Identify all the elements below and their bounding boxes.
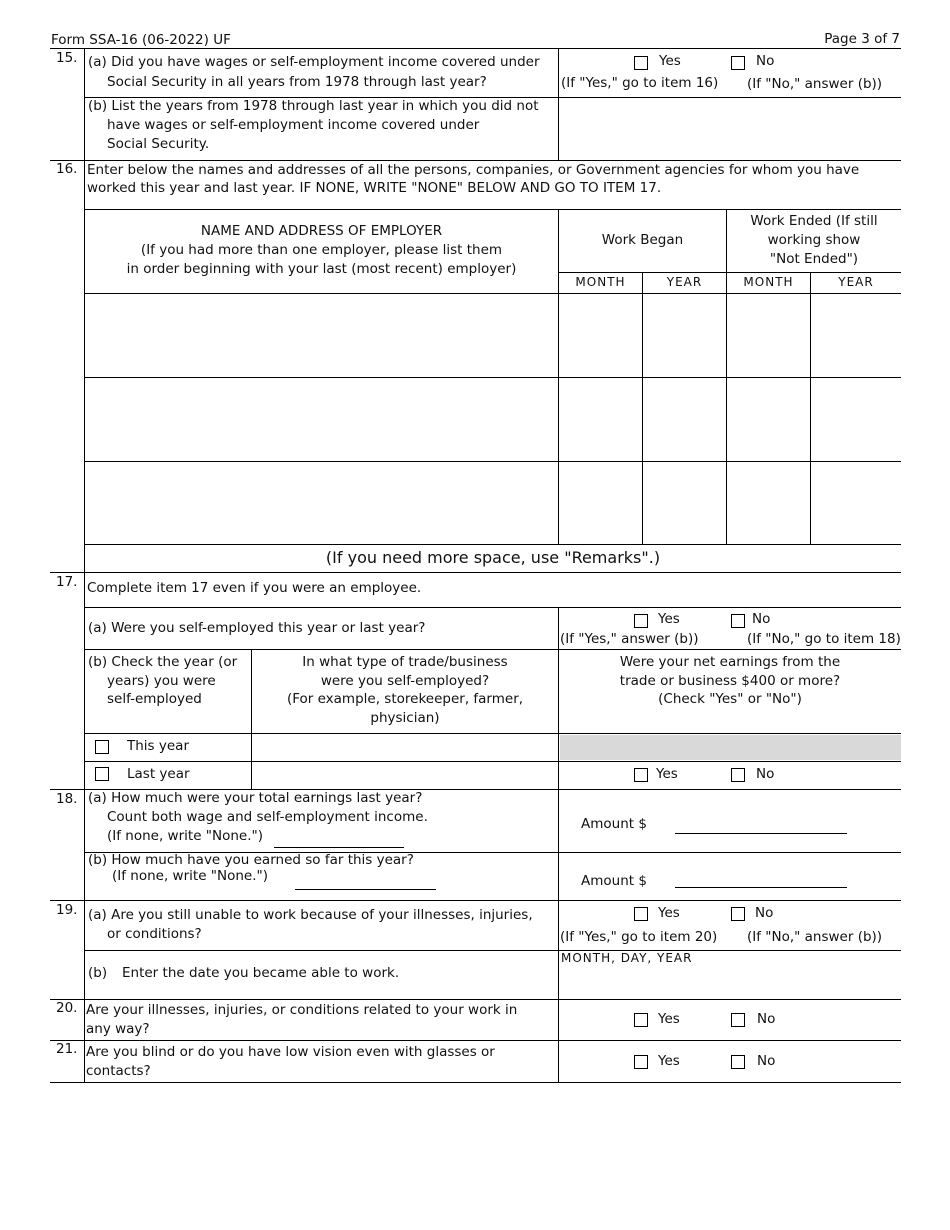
employer-name-field[interactable]: [85, 378, 558, 461]
q21-number: 21.: [56, 1041, 78, 1057]
q17a-no-note: (If "No," go to item 18): [747, 631, 901, 647]
began-month-field[interactable]: [559, 462, 642, 544]
last-year-label: Last year: [127, 766, 190, 782]
last-year-trade-field[interactable]: [252, 762, 558, 789]
col-work-ended-line3: "Not Ended"): [769, 251, 859, 267]
q20-yes-label: Yes: [658, 1011, 680, 1027]
q17a-no-label: No: [752, 611, 771, 627]
col-ended-month: MONTH: [743, 275, 794, 289]
q19a-no-checkbox[interactable]: [731, 907, 745, 921]
q17-net-line3: (Check "Yes" or "No"): [658, 691, 802, 707]
began-year-field[interactable]: [643, 378, 726, 461]
q15b-line1: (b) List the years from 1978 through last year in which you did not: [88, 98, 539, 114]
q18b-line1: (b) How much have you earned so far this year?: [88, 852, 414, 868]
q18a-amount-field[interactable]: [675, 833, 847, 834]
q15a-line1: (a) Did you have wages or self-employment income covered under: [88, 54, 540, 70]
q19a-yes-note: (If "Yes," go to item 20): [560, 929, 718, 945]
began-month-field[interactable]: [559, 294, 642, 377]
net-earnings-no-checkbox[interactable]: [731, 768, 745, 782]
col-work-ended-line2: working show: [767, 232, 861, 248]
q18a-underline[interactable]: [274, 847, 404, 848]
q19a-no-note: (If "No," answer (b)): [747, 929, 883, 945]
ended-year-field[interactable]: [811, 294, 901, 377]
col-began-month: MONTH: [575, 275, 626, 289]
col-work-began: Work Began: [601, 232, 684, 248]
q17-net-line2: trade or business $400 or more?: [619, 673, 841, 689]
q17-number: 17.: [56, 574, 78, 590]
q17a-yes-checkbox[interactable]: [634, 614, 648, 628]
net-earnings-no-label: No: [756, 766, 775, 782]
q20-line1: Are your illnesses, injuries, or conditions related to your work in: [86, 1002, 518, 1018]
q17-trade-line4: physician): [370, 710, 440, 726]
q18a-amount-label: Amount $: [581, 816, 647, 832]
q21-line1: Are you blind or do you have low vision even with glasses or: [86, 1044, 495, 1060]
q17b-line2: years) you were: [107, 673, 216, 689]
ended-year-field[interactable]: [811, 462, 901, 544]
col-began-year: YEAR: [666, 275, 703, 289]
q18-number: 18.: [56, 791, 78, 807]
this-year-checkbox[interactable]: [95, 740, 109, 754]
q19b-date-field[interactable]: [559, 968, 901, 999]
ended-month-field[interactable]: [727, 294, 810, 377]
q21-no-checkbox[interactable]: [731, 1055, 745, 1069]
q21-yes-label: Yes: [658, 1053, 680, 1069]
col-employer-title: NAME AND ADDRESS OF EMPLOYER: [200, 223, 443, 239]
q21-yes-checkbox[interactable]: [634, 1055, 648, 1069]
q18b-underline[interactable]: [295, 889, 436, 890]
q15a-no-checkbox[interactable]: [731, 56, 745, 70]
employer-name-field[interactable]: [85, 294, 558, 377]
q15a-no-note: (If "No," answer (b)): [747, 76, 883, 92]
q18a-line1: (a) How much were your total earnings last year?: [88, 790, 423, 806]
q15a-yes-checkbox[interactable]: [634, 56, 648, 70]
q16-intro-line1: Enter below the names and addresses of all the persons, companies, or Government agencies for whom you have: [87, 162, 860, 178]
q15b-line2: have wages or self-employment income covered under: [107, 117, 480, 133]
q15b-line3: Social Security.: [107, 136, 210, 152]
q16-intro-line2: worked this year and last year. IF NONE, WRITE "NONE" BELOW AND GO TO ITEM 17.: [87, 180, 662, 196]
q19-number: 19.: [56, 902, 78, 918]
began-year-field[interactable]: [643, 294, 726, 377]
ended-month-field[interactable]: [727, 378, 810, 461]
shaded-cell: [560, 735, 901, 760]
began-month-field[interactable]: [559, 378, 642, 461]
q15a-no-label: No: [756, 53, 775, 69]
q15-number: 15.: [56, 50, 78, 66]
net-earnings-yes-checkbox[interactable]: [634, 768, 648, 782]
col-ended-year: YEAR: [838, 275, 874, 289]
q20-number: 20.: [56, 1000, 78, 1016]
q19a-line2: or conditions?: [107, 926, 202, 942]
form-id: Form SSA-16 (06-2022) UF: [51, 32, 231, 48]
last-year-checkbox[interactable]: [95, 767, 109, 781]
more-space-note: (If you need more space, use "Remarks".): [325, 548, 661, 567]
q19a-yes-checkbox[interactable]: [634, 907, 648, 921]
q19a-line1: (a) Are you still unable to work because of your illnesses, injuries,: [88, 907, 533, 923]
q15a-yes-label: Yes: [659, 53, 681, 69]
q18a-line3: (If none, write "None."): [107, 828, 263, 844]
q19b-date-label: MONTH, DAY, YEAR: [561, 951, 693, 965]
this-year-label: This year: [127, 738, 189, 754]
q19a-no-label: No: [755, 905, 774, 921]
began-year-field[interactable]: [643, 462, 726, 544]
q17-trade-line3: (For example, storekeeper, farmer,: [286, 691, 524, 707]
q20-line2: any way?: [86, 1021, 150, 1037]
q17a-yes-label: Yes: [658, 611, 680, 627]
q19b-label: (b): [88, 965, 108, 981]
q20-yes-checkbox[interactable]: [634, 1013, 648, 1027]
q17a-yes-note: (If "Yes," answer (b)): [560, 631, 699, 647]
q17b-line1: (b) Check the year (or: [88, 654, 238, 670]
q17-trade-line1: In what type of trade/business: [302, 654, 508, 670]
q19b-text: Enter the date you became able to work.: [122, 965, 400, 981]
q15a-yes-note: (If "Yes," go to item 16): [561, 75, 719, 91]
q18b-line2: (If none, write "None."): [112, 868, 268, 884]
q17b-line3: self-employed: [107, 691, 202, 707]
ended-year-field[interactable]: [811, 378, 901, 461]
employer-name-field[interactable]: [85, 462, 558, 544]
q18b-amount-label: Amount $: [581, 873, 647, 889]
q16-number: 16.: [56, 161, 78, 177]
q15b-years-field[interactable]: [559, 98, 901, 160]
q17-trade-line2: were you self-employed?: [320, 673, 490, 689]
q15a-line2: Social Security in all years from 1978 through last year?: [107, 74, 487, 90]
q17a-no-checkbox[interactable]: [731, 614, 745, 628]
q18b-amount-field[interactable]: [675, 887, 847, 888]
q19a-yes-label: Yes: [658, 905, 680, 921]
q17-intro: Complete item 17 even if you were an employee.: [87, 580, 422, 596]
net-earnings-yes-label: Yes: [656, 766, 678, 782]
q20-no-label: No: [757, 1011, 776, 1027]
col-work-ended-line1: Work Ended (If still: [750, 213, 878, 229]
q17a-question: (a) Were you self-employed this year or last year?: [88, 620, 426, 636]
ended-month-field[interactable]: [727, 462, 810, 544]
col-employer-note2: in order beginning with your last (most recent) employer): [126, 261, 517, 277]
q21-line2: contacts?: [86, 1063, 151, 1079]
q21-no-label: No: [757, 1053, 776, 1069]
page-number: Page 3 of 7: [824, 31, 900, 47]
col-employer-note1: (If you had more than one employer, please list them: [140, 242, 503, 258]
q20-no-checkbox[interactable]: [731, 1013, 745, 1027]
q17-net-line1: Were your net earnings from the: [619, 654, 841, 670]
this-year-trade-field[interactable]: [252, 734, 558, 761]
q18a-line2: Count both wage and self-employment income.: [107, 809, 428, 825]
